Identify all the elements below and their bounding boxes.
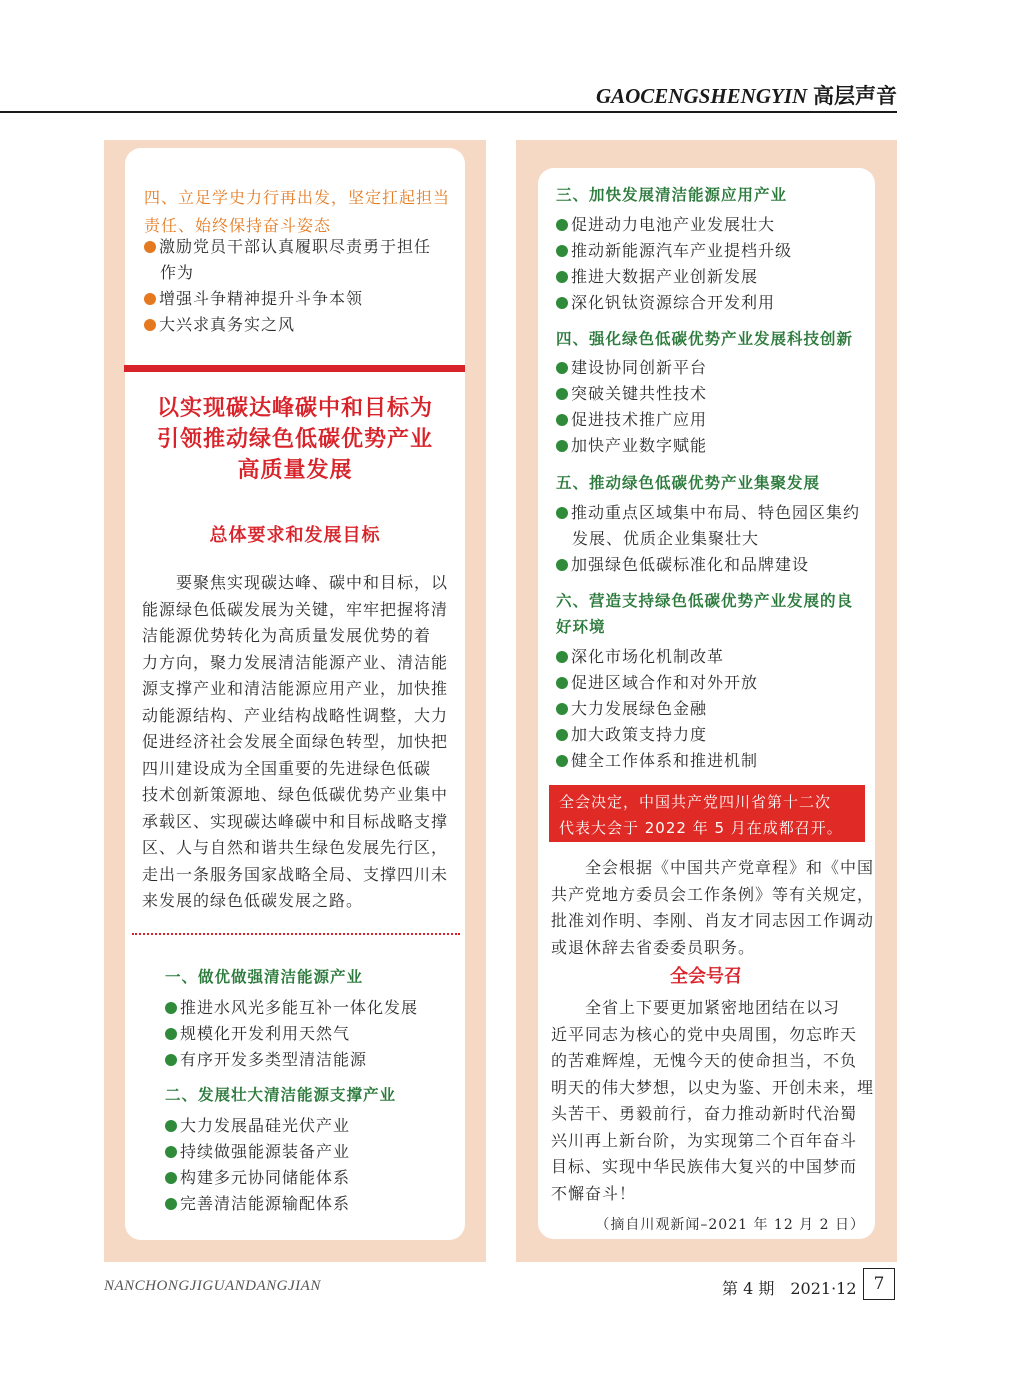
list-item-text: 增强斗争精神提升斗争本领 (159, 289, 364, 308)
bullet-icon (556, 271, 568, 283)
paragraph-line: 承载区、实现碳达峰碳中和目标战略支撑 (142, 811, 449, 831)
list-item-text: 完善清洁能源输配体系 (180, 1194, 351, 1213)
paragraph-line: 区、人与自然和谐共生绿色发展先行区， (142, 838, 449, 857)
list-item (556, 552, 860, 578)
list-item-text: 有序开发多类型清洁能源 (180, 1050, 368, 1069)
right-s4-list (556, 355, 707, 459)
list-item (556, 722, 758, 748)
list-item (556, 644, 758, 670)
bullet-icon (556, 219, 568, 231)
list-item (165, 1191, 350, 1217)
paragraph-line: 来发展的绿色低碳发展之路。 (142, 891, 364, 910)
left-section4-heading (144, 184, 450, 240)
list-item-text: 促进区域合作和对外开放 (571, 673, 759, 692)
bullet-icon (556, 559, 568, 571)
list-item-text: 作为 (160, 263, 195, 282)
list-item-text: 健全工作体系和推进机制 (571, 751, 759, 770)
paragraph-line: 批准刘作明、李刚、肖友才同志因工作调动 (551, 911, 875, 930)
paragraph-line: 技术创新策源地、绿色低碳优势产业集中 (142, 785, 449, 804)
paragraph-line: 的苦难辉煌，无愧今天的使命担当，不负 (551, 1051, 858, 1070)
bullet-icon (556, 440, 568, 452)
list-item-text: 建设协同创新平台 (571, 358, 708, 377)
list-item (556, 381, 707, 407)
list-item (556, 212, 792, 238)
left-sectionA-list (165, 995, 418, 1073)
list-item (556, 238, 792, 264)
list-item (165, 1165, 350, 1191)
list-item (144, 286, 431, 312)
left-body-paragraph (142, 570, 448, 915)
bullet-icon (556, 362, 568, 374)
list-item-text: 加大政策支持力度 (571, 725, 708, 744)
list-item (556, 407, 707, 433)
list-item (556, 670, 758, 696)
paragraph-line: 力方向，聚力发展清洁能源产业、清洁能 (142, 652, 449, 672)
article-title-line: 引领推动绿色低碳优势产业 (156, 426, 433, 452)
right-paragraph-2 (551, 995, 874, 1207)
paragraph-line: 要聚焦实现碳达峰、碳中和目标，以 (142, 573, 449, 592)
right-s5-list (556, 500, 860, 578)
list-item-text: 大兴求真务实之风 (159, 315, 296, 334)
bullet-icon (556, 507, 568, 519)
bullet-icon (165, 1028, 177, 1040)
list-item-text: 发展、优质企业集聚壮大 (572, 529, 760, 548)
bullet-icon (144, 293, 156, 305)
callout-line: 全会决定，中国共产党四川省第十二次 (559, 793, 832, 811)
list-item-text: 加强绿色低碳标准化和品牌建设 (571, 555, 810, 574)
list-item-text: 推进水风光多能互补一体化发展 (180, 998, 419, 1017)
bullet-icon (556, 729, 568, 741)
list-item (165, 1021, 418, 1047)
bullet-icon (556, 703, 568, 715)
bullet-icon (556, 677, 568, 689)
list-item-text: 深化钒钛资源综合开发利用 (571, 293, 776, 312)
source-note: （摘自川观新闻–2021 年 12 月 2 日） (595, 1217, 865, 1233)
right-s6-heading-line2: 好环境 (556, 618, 606, 636)
list-item (165, 1047, 418, 1073)
left-section4-heading-line1: 四、立足学史力行再出发，坚定扛起担当 (144, 188, 451, 207)
footer-issue: 第 4 期 2021·12 (722, 1279, 857, 1298)
bullet-icon (165, 1146, 177, 1158)
title-red-bar (124, 365, 465, 372)
list-item-text: 深化市场化机制改革 (571, 647, 725, 666)
footer-publication-name: NANCHONGJIGUANDANGJIAN (104, 1278, 321, 1294)
article-title-line: 以实现碳达峰碳中和目标为 (156, 395, 433, 421)
right-s6-list (556, 644, 758, 774)
bullet-icon (165, 1172, 177, 1184)
bullet-icon (144, 241, 156, 253)
list-item (556, 264, 792, 290)
paragraph-line: 能源绿色低碳发展为关键，牢牢把握将清 (142, 599, 449, 619)
list-item-text: 推动新能源汽车产业提档升级 (571, 241, 793, 260)
page-number: 7 (863, 1268, 895, 1300)
list-item (144, 234, 431, 260)
right-s5-heading: 五、推动绿色低碳优势产业集聚发展 (556, 474, 821, 492)
paragraph-line: 全省上下要更加紧密地团结在以习 (551, 998, 841, 1017)
list-item-text: 激励党员干部认真履职尽责勇于担任 (159, 237, 432, 256)
left-section4-list (144, 234, 431, 338)
paragraph-line: 走出一条服务国家战略全局、支撑四川未 (142, 864, 449, 884)
list-item-text: 推进大数据产业创新发展 (571, 267, 759, 286)
list-item (144, 312, 431, 338)
list-item (165, 1139, 350, 1165)
decision-callout (549, 785, 865, 842)
header-rule (0, 111, 897, 113)
bullet-icon (556, 388, 568, 400)
paragraph-line: 明天的伟大梦想，以史为鉴、开创未来，埋 (551, 1077, 875, 1097)
right-s4-heading: 四、强化绿色低碳优势产业发展科技创新 (556, 330, 854, 348)
list-item-text: 大力发展晶硅光伏产业 (180, 1116, 351, 1135)
list-item (556, 696, 758, 722)
article-subtitle: 总体要求和发展目标 (209, 525, 381, 546)
list-item (165, 1113, 350, 1139)
right-paragraph-1 (551, 855, 874, 961)
paragraph-line: 四川建设成为全国重要的先进绿色低碳 (142, 758, 432, 778)
paragraph-line: 源支撑产业和清洁能源应用产业，加快推 (142, 679, 449, 698)
call-title: 全会号召 (670, 966, 742, 987)
list-item (556, 526, 860, 552)
article-title (126, 393, 464, 486)
paragraph-line: 或退休辞去省委委员职务。 (551, 937, 756, 957)
paragraph-line: 促进经济社会发展全面绿色转型，加快把 (142, 732, 449, 751)
paragraph-line: 目标、实现中华民族伟大复兴的中国梦而 (551, 1157, 858, 1176)
callout-line: 代表大会于 2022 年 5 月在成都召开。 (559, 819, 843, 837)
left-sectionB-list (165, 1113, 350, 1217)
list-item-text: 大力发展绿色金融 (571, 699, 708, 718)
left-sectionB-heading: 二、发展壮大清洁能源支撑产业 (165, 1086, 397, 1104)
left-section4-heading-line2: 责任、始终保持奋斗姿态 (144, 216, 332, 235)
right-s6-heading-line1: 六、营造支持绿色低碳优势产业发展的良 (556, 592, 854, 610)
bullet-icon (556, 755, 568, 767)
list-item-text: 持续做强能源装备产业 (180, 1142, 351, 1161)
paragraph-line: 全会根据《中国共产党章程》和《中国 (551, 858, 875, 877)
bullet-icon (556, 651, 568, 663)
bullet-icon (556, 245, 568, 257)
list-item-text: 促进技术推广应用 (571, 410, 708, 429)
left-sectionA-heading: 一、做优做强清洁能源产业 (165, 968, 364, 986)
list-item-text: 推动重点区域集中布局、特色园区集约 (571, 503, 861, 522)
bullet-icon (165, 1198, 177, 1210)
list-item-text: 加快产业数字赋能 (571, 436, 708, 455)
right-s6-heading (556, 588, 853, 640)
list-item (556, 433, 707, 459)
paragraph-line: 动能源结构、产业结构战略性调整，大力 (142, 705, 449, 725)
running-header (596, 80, 897, 110)
bullet-icon (165, 1054, 177, 1066)
list-item (165, 995, 418, 1021)
article-title-line: 高质量发展 (237, 457, 353, 483)
list-item (556, 355, 707, 381)
bullet-icon (144, 319, 156, 331)
list-item-text: 规模化开发利用天然气 (180, 1024, 351, 1043)
dotted-divider (132, 933, 460, 935)
list-item (144, 260, 431, 286)
list-item-text: 构建多元协同储能体系 (180, 1168, 351, 1187)
list-item-text: 促进动力电池产业发展壮大 (571, 215, 776, 234)
list-item (556, 290, 792, 316)
paragraph-line: 洁能源优势转化为高质量发展优势的着 (142, 626, 432, 645)
bullet-icon (165, 1120, 177, 1132)
right-s3-list (556, 212, 792, 316)
list-item-text: 突破关键共性技术 (571, 384, 708, 403)
bullet-icon (556, 414, 568, 426)
list-item (556, 748, 758, 774)
running-header-cn: 高层声音 (813, 85, 897, 108)
paragraph-line: 不懈奋斗！ (551, 1183, 637, 1203)
paragraph-line: 兴川再上新台阶，为实现第二个百年奋斗 (551, 1130, 858, 1150)
running-header-en: GAOCENGSHENGYIN (595, 84, 808, 108)
list-item (556, 500, 860, 526)
paragraph-line: 近平同志为核心的党中央周围，勿忘昨天 (551, 1024, 858, 1044)
right-s3-heading: 三、加快发展清洁能源应用产业 (556, 186, 788, 204)
paragraph-line: 共产党地方委员会工作条例》等有关规定， (551, 884, 875, 904)
paragraph-line: 头苦干、勇毅前行，奋力推动新时代治蜀 (551, 1104, 858, 1123)
bullet-icon (556, 297, 568, 309)
bullet-icon (165, 1002, 177, 1014)
